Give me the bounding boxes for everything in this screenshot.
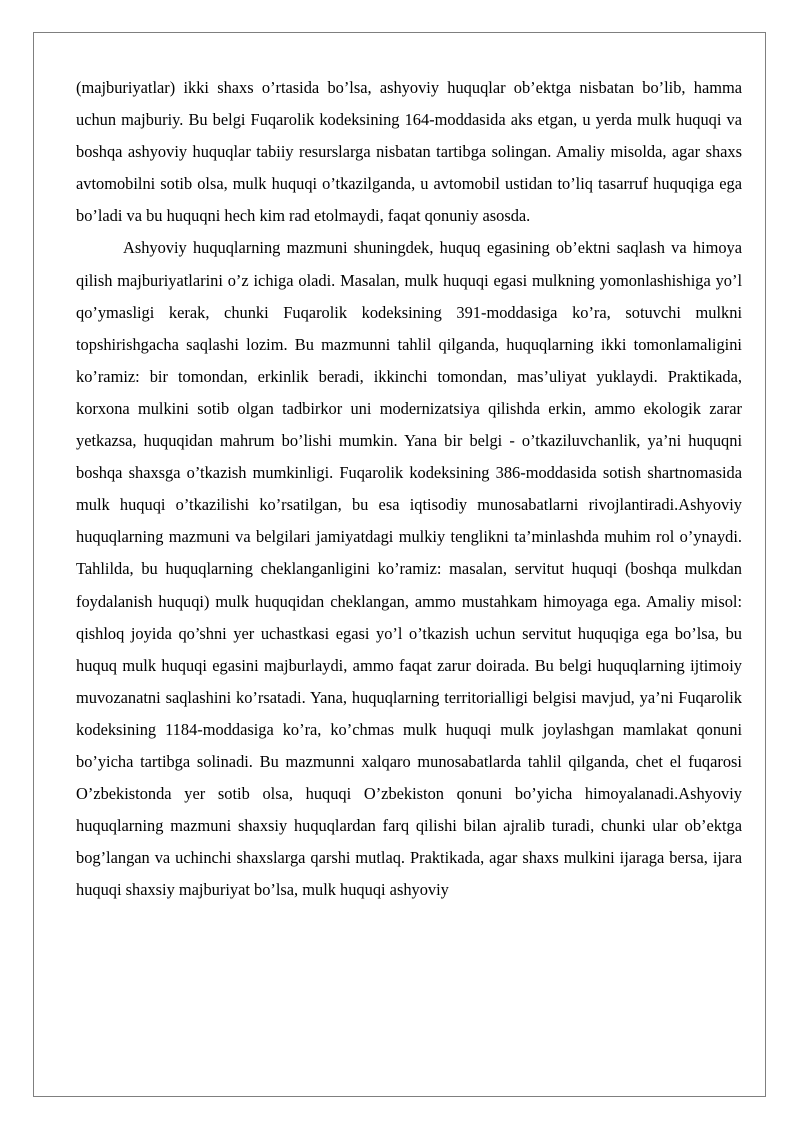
paragraph-2: Ashyoviy huquqlarning mazmuni shuningdek, huquq egasining ob’ektni saqlash va himoya qilish majburiyatlarini o’z ichiga oladi. Masalan, mulk huquqi egasi mulkning yomonlashishiga yo’l qo’ymasligi kerak, chunki Fuqarolik kodeksining 391-moddasiga ko’ra, sotuvchi mulkni topshirishgacha saqlashi lozim. Bu mazmunni tahlil qilganda, huquqlarning ikki tomonlamaligini ko’ramiz: bir tomondan, erkinlik beradi, ikkinchi tomondan, mas’uliyat yuklaydi. Praktikada, korxona mulkini sotib olgan tadbirkor uni modernizatsiya qilishda erkin, ammo ekologik zarar yetkazsa, huquqidan mahrum bo’lishi mumkin. Yana bir belgi - o’tkaziluvchanlik, ya’ni huquqni boshqa shaxsga o’tkazish mumkinligi. Fuqarolik kodeksining 386-moddasida sotish shartnomasida mulk huquqi o’tkazilishi ko’rsatilgan, bu esa iqtisodiy munosabatlarni rivojlantiradi.Ashyoviy huquqlarning mazmuni va belgilari jamiyatdagi mulkiy tenglikni ta’minlashda muhim rol o’ynaydi. Tahlilda, bu huquqlarning cheklanganligini ko’ramiz: masalan, servitut huquqi (boshqa mulkdan foydalanish huquqi) mulk huquqidan cheklangan, ammo mustahkam himoyaga ega. Amaliy misol: qishloq joyida qo’shni yer uchastkasi egasi yo’l o’tkazish uchun servitut huquqiga ega bo’lsa, bu huquq mulk huquqi egasini majburlaydi, ammo faqat zarur doirada. Bu belgi huquqlarning ijtimoiy muvozanatni saqlashini ko’rsatadi. Yana, huquqlarning territorialligi belgisi mavjud, ya’ni Fuqarolik kodeksining 1184-moddasiga ko’ra, ko’chmas mulk huquqi mulk joylashgan mamlakat qonuni bo’yicha tartibga solinadi. Bu mazmunni xalqaro munosabatlarda tahlil qilganda, chet el fuqarosi O’zbekistonda yer sotib olsa, huquqi O’zbekiston qonuni bo’yicha himoyalanadi.Ashyoviy huquqlarning mazmuni shaxsiy huquqlardan farq qilishi bilan ajralib turadi, chunki ular ob’ektga bog’langan va uchinchi shaxslarga qarshi mutlaq. Praktikada, agar shaxs mulkini ijaraga bersa, ijara huquqi shaxsiy majburiyat bo’lsa, mulk huquqi ashyoviy xyxy=(76,238,742,900)
document-body xyxy=(76,72,742,906)
paragraph-1: (majburiyatlar) ikki shaxs o’rtasida bo’lsa, ashyoviy huquqlar ob’ektga nisbatan bo’lib, hamma uchun majburiy. Bu belgi Fuqarolik kodeksining 164-moddasida aks etgan, u yerda mulk huquqi va boshqa ashyoviy huquqlar tabiiy resurslarga nisbatan tartibga solingan. Amaliy misolda, agar shaxs avtomobilni sotib olsa, mulk huquqi o’tkazilganda, u avtomobil ustidan to’liq tasarruf huquqiga ega bo’ladi va bu huquqni hech kim rad etolmaydi, faqat qonuniy asosda. xyxy=(76,78,742,226)
